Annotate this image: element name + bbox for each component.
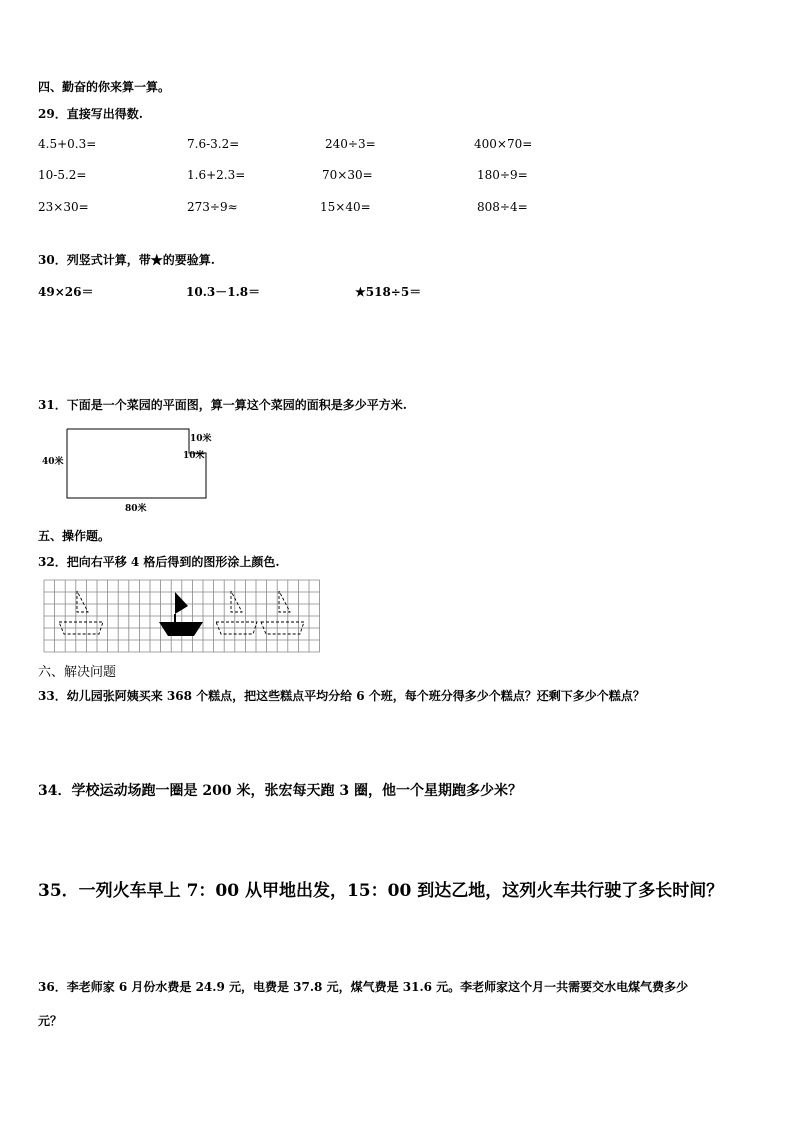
- garden-outline: [67, 429, 206, 498]
- calc-item: 1.6+2.3=: [187, 168, 246, 182]
- calc-item: 7.6-3.2=: [187, 137, 240, 151]
- question-35-text: 35．一列火车早上 7：00 从甲地出发，15：00 到达乙地，这列火车共行驶了多长时间？: [38, 881, 724, 901]
- calc-item: 273÷9≈: [187, 200, 238, 214]
- section-4-title: 四、勤奋的你来算一算。: [38, 80, 171, 94]
- question-36-text-line1: 36．李老师家 6 月份水费是 24.9 元，电费是 37.8 元，煤气费是 31.6 元。李老师家这个月一共需要交水电煤气费多少: [38, 980, 689, 994]
- dashed-boat-outline: [216, 591, 257, 634]
- calc-item: 240÷3=: [325, 137, 376, 151]
- question-33-text: 33．幼儿园张阿姨买来 368 个糕点，把这些糕点平均分给 6 个班，每个班分得多少个糕点？还剩下多少个糕点？: [38, 689, 645, 703]
- calc-item: 4.5+0.3=: [38, 137, 97, 151]
- translation-grid: [42, 578, 324, 654]
- calc-item: 15×40=: [320, 200, 371, 214]
- question-29-title: 29．直接写出得数.: [38, 107, 143, 121]
- question-31-title: 31．下面是一个菜园的平面图，算一算这个菜园的面积是多少平方米.: [38, 398, 407, 412]
- calc-item: 180÷9=: [477, 168, 528, 182]
- calc-item: 23×30=: [38, 200, 89, 214]
- vertical-calc-item: 49×26＝: [38, 285, 94, 299]
- dashed-boat-outline: [261, 591, 304, 634]
- calc-item: 70×30=: [322, 168, 373, 182]
- calc-item: 400×70=: [474, 137, 533, 151]
- bottom-length-label: 80米: [125, 504, 147, 514]
- calc-item: 808÷4=: [477, 200, 528, 214]
- question-30-title: 30．列竖式计算，带★的要验算.: [38, 253, 215, 267]
- notch-top-label: 10米: [190, 434, 212, 444]
- garden-plan-diagram: [30, 425, 220, 517]
- section-6-title: 六、解决问题: [38, 665, 117, 680]
- calc-item: 10-5.2=: [38, 168, 87, 182]
- vertical-calc-item: ★518÷5＝: [355, 285, 422, 299]
- notch-side-label: 10米: [183, 451, 205, 461]
- vertical-calc-item: 10.3－1.8＝: [186, 285, 261, 299]
- solid-boat-shape: [159, 592, 203, 636]
- section-5-title: 五、操作题。: [38, 529, 111, 543]
- question-34-text: 34．学校运动场跑一圈是 200 米，张宏每天跑 3 圈，他一个星期跑多少米？: [38, 783, 522, 799]
- side-length-label: 40米: [42, 457, 64, 467]
- question-32-title: 32．把向右平移 4 格后得到的图形涂上颜色.: [38, 555, 280, 569]
- question-36-text-line2: 元？: [38, 1014, 63, 1028]
